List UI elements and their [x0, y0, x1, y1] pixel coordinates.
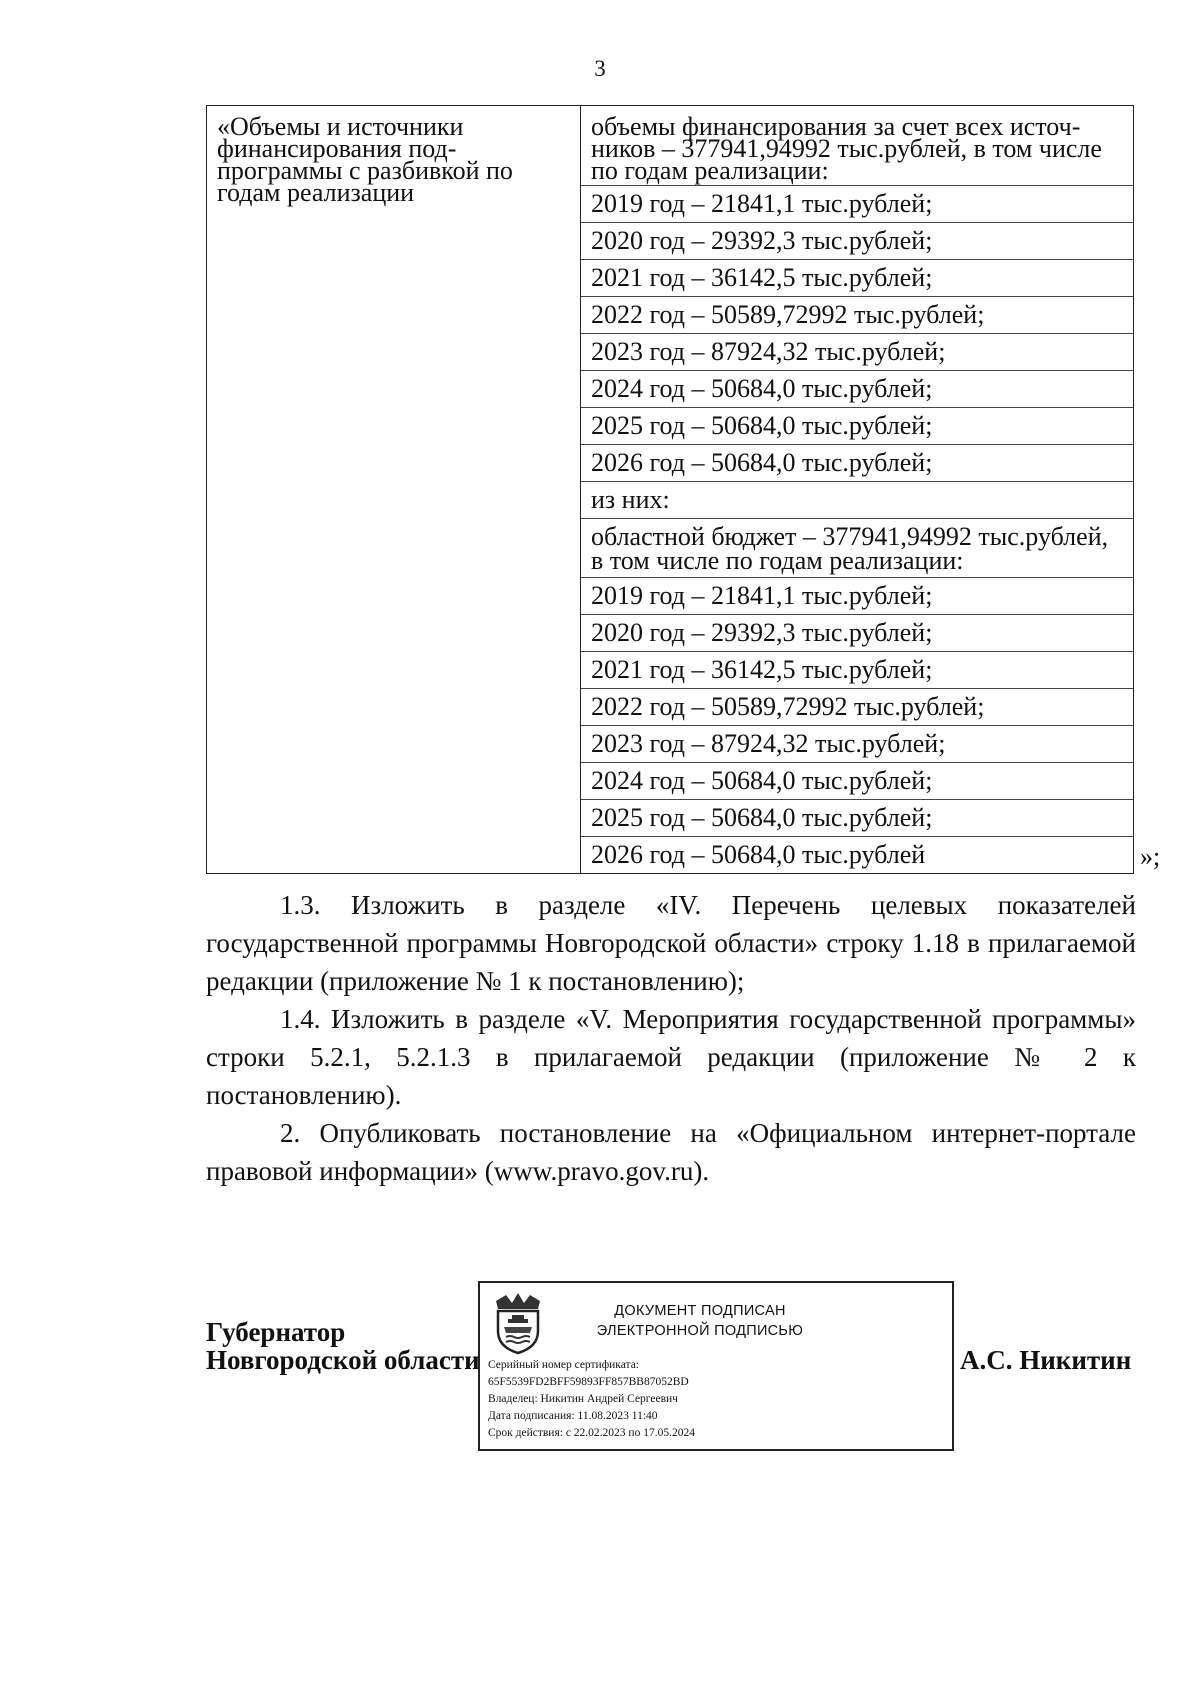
of-them-label: из них: — [581, 481, 1133, 518]
year-line-all-2025: 2025 год – 50684,0 тыс.рублей; — [581, 407, 1133, 444]
year-line-all-2023: 2023 год – 87924,32 тыс.рублей; — [581, 333, 1133, 370]
stamp-owner: Владелец: Никитин Андрей Сергеевич — [488, 1393, 678, 1405]
paragraph-1-4 — [206, 1000, 1136, 1114]
stamp-details — [488, 1357, 695, 1442]
year-line-all-2021: 2021 год – 36142,5 тыс.рублей; — [581, 259, 1133, 296]
signer-title-line1: Губернатор — [206, 1317, 346, 1347]
year-line-regional-2025: 2025 год – 50684,0 тыс.рублей; — [581, 799, 1133, 836]
stamp-serial-label: Серийный номер сертификата: — [488, 1359, 639, 1371]
year-line-regional-2022: 2022 год – 50589,72992 тыс.рублей; — [581, 688, 1133, 725]
year-line-regional-2021: 2021 год – 36142,5 тыс.рублей; — [581, 651, 1133, 688]
year-line-all-2020: 2020 год – 29392,3 тыс.рублей; — [581, 222, 1133, 259]
coat-of-arms-icon — [490, 1291, 546, 1355]
signer-name: А.С. Никитин — [960, 1345, 1132, 1375]
year-line-all-2022: 2022 год – 50589,72992 тыс.рублей; — [581, 296, 1133, 333]
stamp-heading — [560, 1301, 840, 1341]
financing-intro: объемы финансирования за счет всех источ-ников – 377941,94992 тыс.рублей, в том числе по годам реализации: — [591, 112, 1102, 185]
year-line-regional-2023: 2023 год – 87924,32 тыс.рублей; — [581, 725, 1133, 762]
year-line-all-2019: 2019 год – 21841,1 тыс.рублей; — [581, 185, 1133, 222]
electronic-signature-stamp — [478, 1281, 954, 1451]
table-right-cell — [581, 106, 1134, 874]
paragraph-2 — [206, 1114, 1136, 1190]
table-closing-quote: »; — [1140, 842, 1161, 871]
paragraph-1-3-text: 1.3. Изложить в разделе «IV. Перечень целевых показателей государственной программы Новгородской области» строку 1.18 в прилагаемой редакции (приложение № 1 к постановлению); — [206, 890, 1136, 996]
stamp-validity: Срок действия: с 22.02.2023 по 17.05.2024 — [488, 1427, 695, 1439]
paragraph-1-3 — [206, 886, 1136, 1000]
year-line-regional-2019: 2019 год – 21841,1 тыс.рублей; — [581, 577, 1133, 614]
signer-title — [206, 1318, 480, 1374]
regional-budget-text: областной бюджет – 377941,94992 тыс.рублей, в том числе по годам реализации: — [581, 518, 1133, 577]
table-row — [207, 106, 1134, 874]
signer-title-line2: Новгородской области — [206, 1345, 480, 1375]
paragraph-1-4-text: 1.4. Изложить в разделе «V. Мероприятия государственной программы» строки 5.2.1, 5.2.1.3 в прилагаемой редакции (приложение № 2 к постановлению). — [206, 1004, 1136, 1110]
year-line-regional-2024: 2024 год – 50684,0 тыс.рублей; — [581, 762, 1133, 799]
table-left-cell: «Объемы и источники финансирования под-программы с разбивкой по годам реализации — [207, 106, 581, 874]
year-line-all-2024: 2024 год – 50684,0 тыс.рублей; — [581, 370, 1133, 407]
stamp-signed-date: Дата подписания: 11.08.2023 11:40 — [488, 1410, 658, 1422]
year-line-regional-2020: 2020 год – 29392,3 тыс.рублей; — [581, 614, 1133, 651]
stamp-serial-value: 65F5539FD2BFF59893FF857BB87052BD — [488, 1376, 689, 1388]
year-line-all-2026: 2026 год – 50684,0 тыс.рублей; — [581, 444, 1133, 481]
paragraph-2-text: 2. Опубликовать постановление на «Официальном интернет-портале правовой информации» (www.pravo.gov.ru). — [206, 1118, 1136, 1186]
stamp-heading-line2: ЭЛЕКТРОННОЙ ПОДПИСЬЮ — [596, 1323, 804, 1339]
page-number: 3 — [594, 56, 606, 81]
year-line-regional-2026: 2026 год – 50684,0 тыс.рублей — [581, 836, 1133, 873]
financing-table — [206, 105, 1134, 874]
stamp-heading-line1: ДОКУМЕНТ ПОДПИСАН — [614, 1303, 786, 1319]
